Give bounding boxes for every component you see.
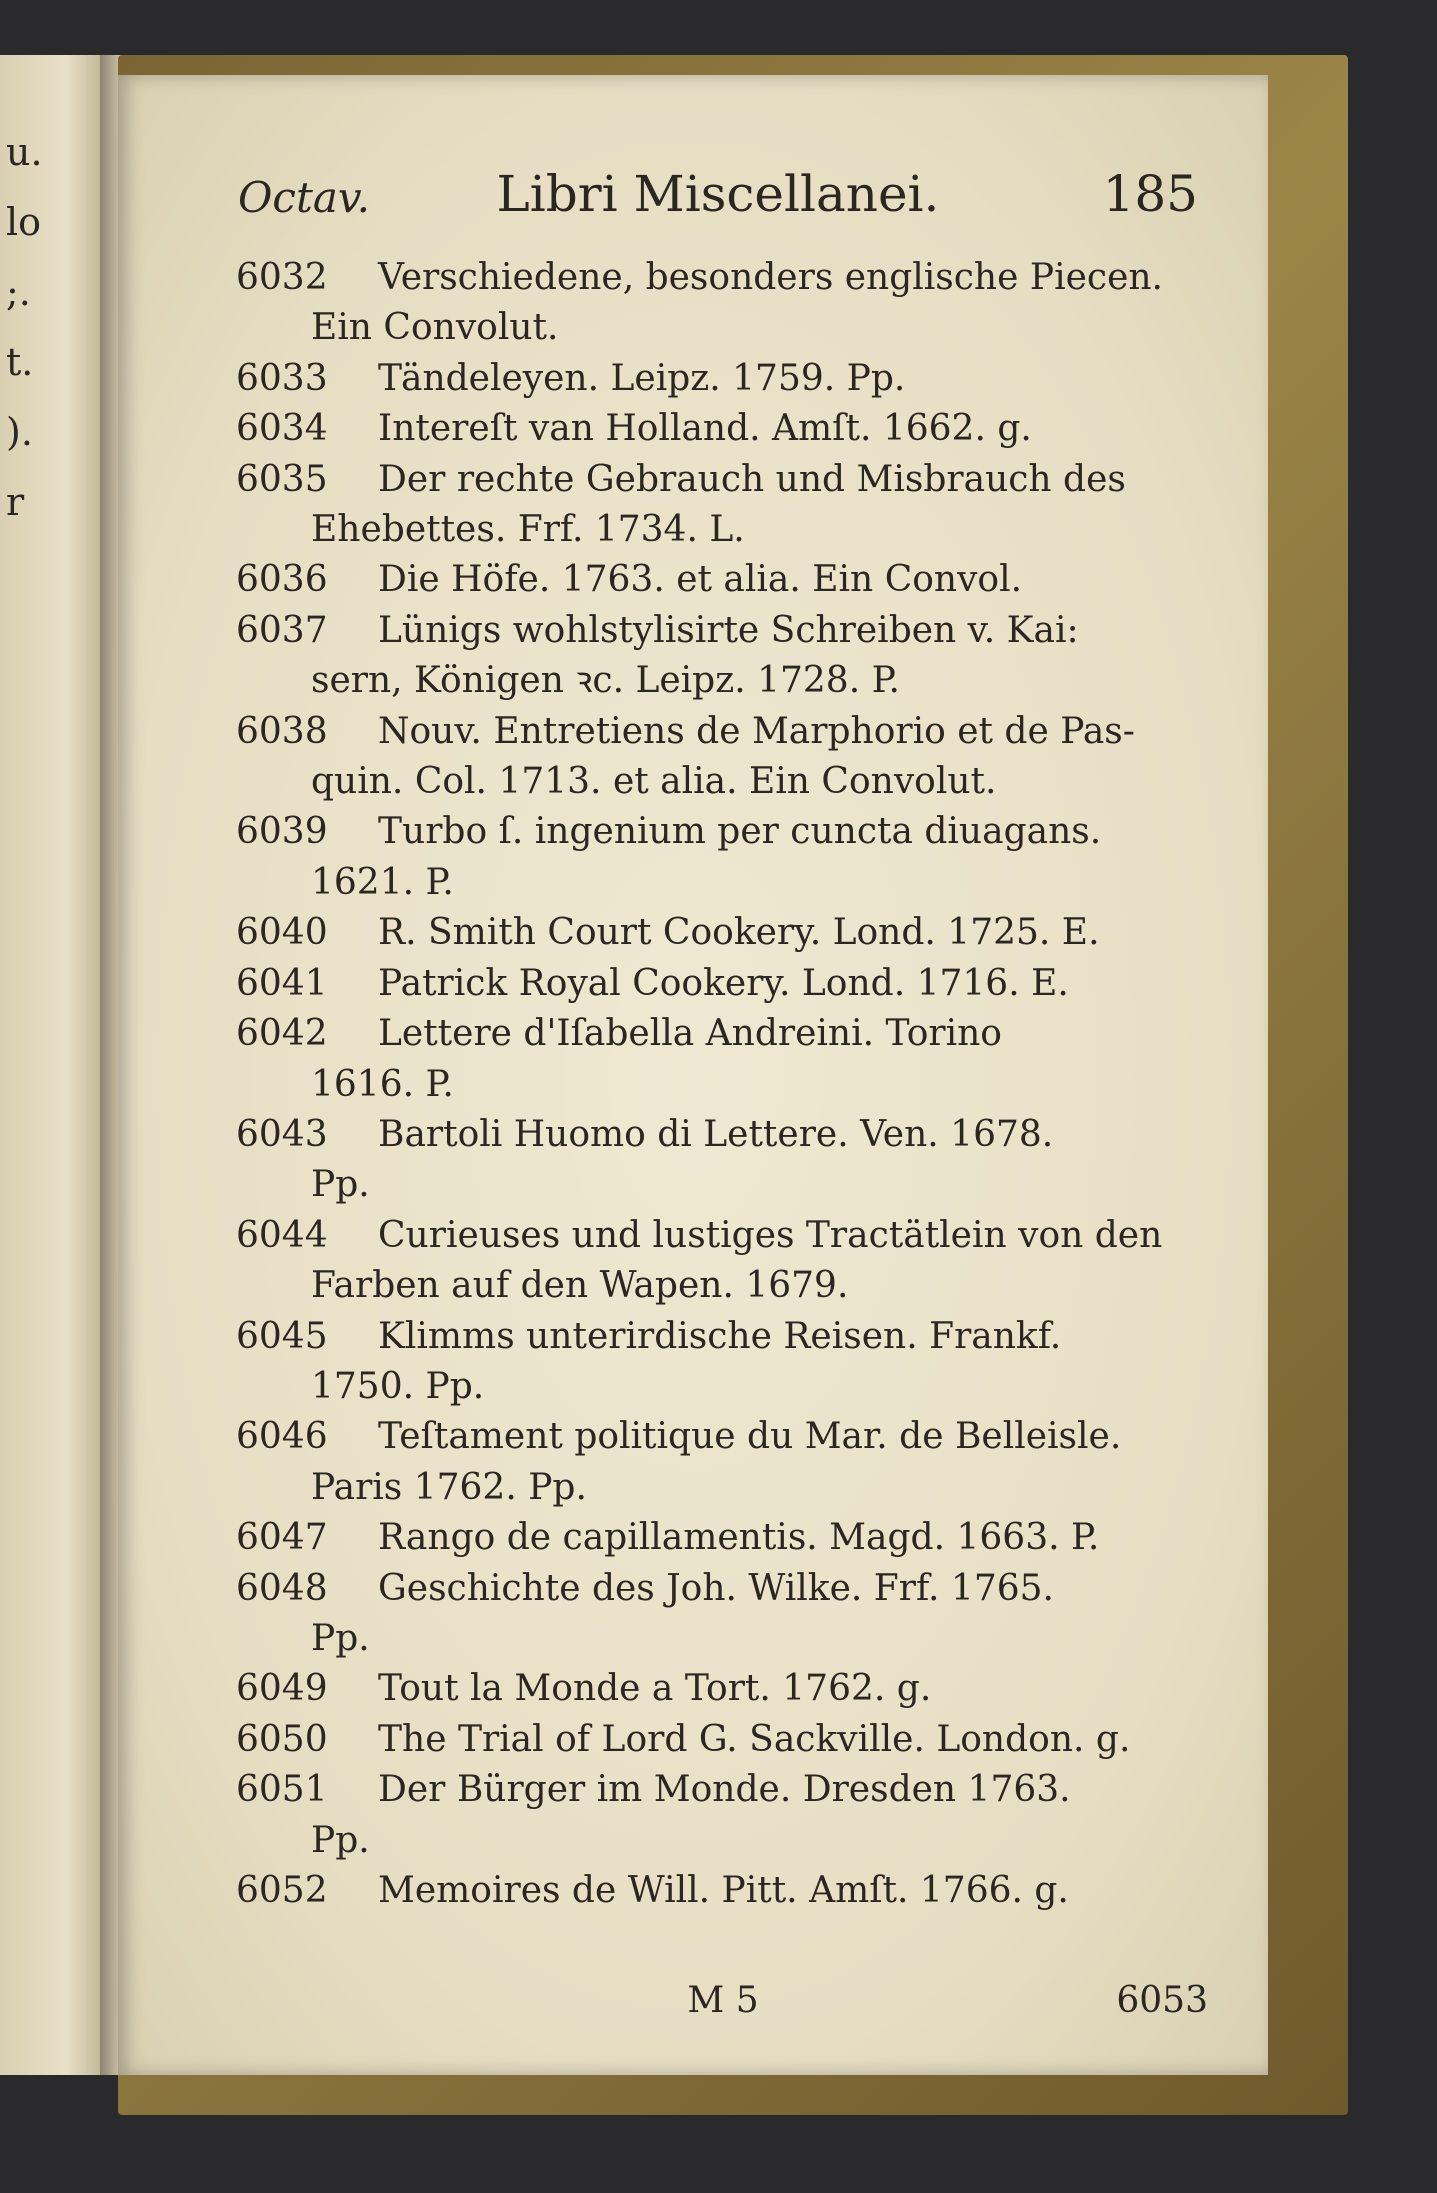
entry-continuation: Ein Convolut. — [311, 307, 559, 349]
entry-text: Lünigs wohlstylisirte Schreiben v. Kai: — [378, 609, 1079, 651]
entry-text: Turbo ſ. ingenium per cuncta diuagans. — [378, 811, 1102, 853]
entry-text: Patrick Royal Cookery. Lond. 1716. E. — [378, 962, 1069, 1004]
catalog-entry — [236, 1513, 1208, 1563]
catalog-entry — [236, 354, 1208, 404]
catalog-entry — [236, 807, 1208, 908]
entry-number: 6043 — [236, 1113, 328, 1155]
catalog-entry — [236, 1009, 1208, 1110]
catalog-entry — [236, 1715, 1208, 1765]
catalog-entry — [236, 1664, 1208, 1714]
catalog-entry — [236, 908, 1208, 958]
entry-text: Klimms unterirdische Reisen. Frankf. — [378, 1315, 1062, 1357]
entry-continuation: 1616. P. — [311, 1063, 454, 1105]
entry-number: 6037 — [236, 609, 328, 651]
entry-number: 6035 — [236, 458, 328, 500]
entry-text: Tout la Monde a Tort. 1762. g. — [378, 1668, 932, 1710]
entry-number: 6049 — [236, 1668, 328, 1710]
facing-page-fragment: r — [6, 480, 25, 524]
entry-continuation: Pp. — [311, 1164, 370, 1206]
entry-text: R. Smith Court Cookery. Lond. 1725. E. — [378, 912, 1100, 954]
entry-text: Der rechte Gebrauch und Misbrauch des — [378, 458, 1126, 500]
entry-number: 6047 — [236, 1517, 328, 1559]
entry-continuation: Pp. — [311, 1819, 370, 1861]
catalog-entry — [236, 606, 1208, 707]
running-header — [238, 165, 1198, 235]
facing-page-fragment: ). — [6, 410, 33, 454]
entry-text: Curieuses und lustiges Tractätlein von den — [378, 1214, 1163, 1256]
catalog-entry — [236, 1765, 1208, 1866]
catalog-entry — [236, 707, 1208, 808]
catalog-entry — [236, 1564, 1208, 1665]
entry-continuation: 1750. Pp. — [311, 1365, 485, 1407]
entry-continuation: 1621. P. — [311, 861, 454, 903]
entry-number: 6042 — [236, 1013, 328, 1055]
facing-page-fragment: lo — [6, 200, 42, 244]
signature-mark: M 5 — [687, 1980, 759, 2021]
catalog-entry — [236, 404, 1208, 454]
entry-text: Rango de capillamentis. Magd. 1663. P. — [378, 1517, 1100, 1559]
entry-continuation: Pp. — [311, 1617, 370, 1659]
entry-number: 6038 — [236, 710, 328, 752]
catalog-entry — [236, 1866, 1208, 1916]
catalog-entry — [236, 1211, 1208, 1312]
entry-number: 6051 — [236, 1769, 328, 1811]
entry-number: 6039 — [236, 811, 328, 853]
entry-continuation: sern, Königen ꝛc. Leipz. 1728. P. — [311, 660, 900, 702]
header-signature: Octav. — [238, 173, 370, 222]
book-page — [118, 75, 1268, 2075]
entry-number: 6044 — [236, 1214, 328, 1256]
entry-number: 6032 — [236, 257, 328, 298]
entry-text: Tändeleyen. Leipz. 1759. Pp. — [378, 357, 906, 399]
entry-number: 6040 — [236, 912, 328, 954]
entry-text: Memoires de Will. Pitt. Amſt. 1766. g. — [378, 1870, 1069, 1911]
catalog-entry — [236, 455, 1208, 556]
catalog-entries — [236, 253, 1208, 1916]
page-footer — [238, 1980, 1208, 2030]
entry-number: 6048 — [236, 1567, 328, 1609]
facing-page-edge — [0, 55, 110, 2075]
facing-page-fragment: u. — [6, 130, 43, 174]
entry-text: Lettere d'Iſabella Andreini. Torino — [378, 1013, 1002, 1055]
catalog-entry — [236, 959, 1208, 1009]
entry-number: 6052 — [236, 1870, 328, 1911]
catalog-entry — [236, 1110, 1208, 1211]
entry-number: 6036 — [236, 559, 328, 601]
entry-text: The Trial of Lord G. Sackville. London. g. — [378, 1718, 1131, 1760]
entry-continuation: quin. Col. 1713. et alia. Ein Convolut. — [311, 761, 997, 803]
facing-page-fragment: t. — [6, 340, 34, 384]
entry-text: Teſtament politique du Mar. de Belleisle. — [378, 1416, 1122, 1458]
entry-text: Geschichte des Joh. Wilke. Frf. 1765. — [378, 1567, 1054, 1609]
entry-number: 6050 — [236, 1718, 328, 1760]
entry-number: 6046 — [236, 1416, 328, 1458]
catchword: 6053 — [1116, 1980, 1208, 2021]
page-number: 185 — [1102, 165, 1198, 223]
entry-number: 6034 — [236, 408, 328, 450]
page-title: Libri Miscellanei. — [496, 165, 940, 223]
catalog-entry — [236, 1312, 1208, 1413]
catalog-entry — [236, 1412, 1208, 1513]
entry-continuation: Paris 1762. Pp. — [311, 1466, 587, 1508]
entry-text: Intereſt van Holland. Amſt. 1662. g. — [378, 408, 1032, 450]
entry-text: Nouv. Entretiens de Marphorio et de Pas- — [378, 710, 1135, 752]
entry-continuation: Ehebettes. Frf. 1734. L. — [311, 509, 745, 551]
entry-continuation: Farben auf den Wapen. 1679. — [311, 1265, 849, 1307]
entry-text: Bartoli Huomo di Lettere. Ven. 1678. — [378, 1113, 1054, 1155]
entry-text: Verschiedene, besonders englische Piecen. — [378, 257, 1164, 298]
entry-number: 6045 — [236, 1315, 328, 1357]
entry-text: Die Höfe. 1763. et alia. Ein Convol. — [378, 559, 1023, 601]
entry-number: 6041 — [236, 962, 328, 1004]
facing-page-fragment: ;. — [6, 270, 31, 314]
catalog-entry — [236, 555, 1208, 605]
entry-number: 6033 — [236, 357, 328, 399]
catalog-entry — [236, 253, 1208, 354]
entry-text: Der Bürger im Monde. Dresden 1763. — [378, 1769, 1071, 1811]
